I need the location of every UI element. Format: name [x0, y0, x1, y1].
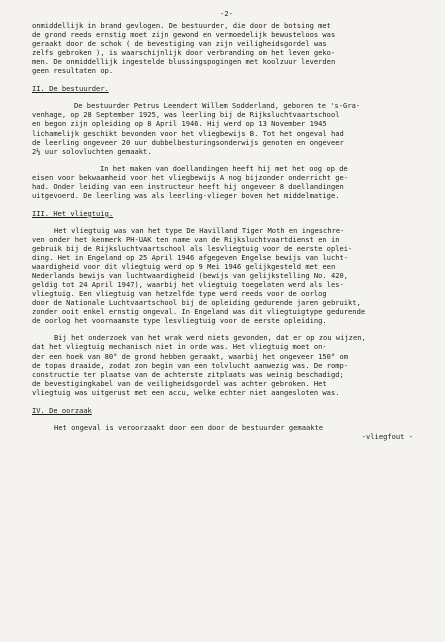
- text-line: zelfs gebroken ), is waarschijnlijk door verbranding om het leven geko-: [32, 48, 336, 58]
- section-heading-oorzaak: IV. De oorzaak: [32, 405, 92, 415]
- text-line: 2½ uur solovluchten gemaakt.: [32, 146, 152, 156]
- bestuurder-paragraph-2: [32, 164, 421, 200]
- text-line: Het ongeval is veroorzaakt door een door de bestuurder gemaakte: [54, 422, 324, 432]
- text-line: de leerling ongeveer 20 uur dubbelbesturingsonderwijs genoten en ongeveer: [32, 137, 344, 147]
- bestuurder-paragraph-1: [32, 101, 421, 155]
- text-line: Het vliegtuig was van het type De Havilland Tiger Moth en ingeschre-: [54, 225, 345, 235]
- text-line: had. Onder leiding van een instructeur heeft hij ongeveer 8 doellandingen: [32, 181, 344, 191]
- vliegtuig-paragraph-1: [32, 226, 421, 326]
- text-line: geraakt door de schok ( de bevestiging van zijn veiligheidsgordel was: [32, 39, 327, 49]
- page-number: -2-: [220, 9, 233, 18]
- text-line: de topas draaide, zodat zon begin van een tolvlucht aanwezig was. De romp-: [32, 360, 349, 370]
- vliegtuig-paragraph-2: [32, 333, 421, 396]
- text-line: onmiddellijk in brand gevlogen. De bestuurder, die door de botsing met: [32, 21, 331, 31]
- text-line: venhage, op 28 September 1925, was leerling bij de Rijksluchtvaartschool: [32, 110, 340, 120]
- text-line: uitgevoerd. De leerling was als leerling-vlieger boven het middelmatige.: [32, 190, 340, 200]
- section-heading-vliegtuig: III. Het vliegtuig.: [32, 208, 114, 218]
- intro-paragraph: [32, 21, 421, 75]
- text-line: Bij het onderzoek van het wrak werd niets gevonden, dat er op zou wijzen,: [54, 333, 366, 343]
- oorzaak-paragraph: [32, 423, 421, 441]
- text-line: eisen voor bekwaamheid voor het vliegbewijs A nog bijzonder onderricht ge-: [32, 172, 349, 182]
- text-line: der een hoek van 80° de grond hebben geraakt, waarbij het ongeveer 150° om: [32, 351, 349, 361]
- text-line: geldig tot 24 April 1947), waarbij het vliegtuig toegelaten werd als les-: [32, 280, 344, 290]
- text-line: gebruik bij de Rijksluchtvaartschool als lesvliegtuig voor de eerste oplei-: [32, 243, 353, 253]
- section-heading-bestuurder: II. De bestuurder.: [32, 84, 109, 94]
- text-line: ven onder het kenmerk PH-UAK ten name van de Rijksluchtvaartdienst en in: [32, 234, 340, 244]
- text-line: vliegtuig. Een vliegtuig van hetzelfde type werd reeds voor de oorlog: [32, 289, 327, 299]
- continuation-catchword: -vliegfout -: [361, 431, 413, 441]
- text-line: geen resultaten op.: [32, 66, 114, 76]
- text-line: constructie ter plaatse van de achterste zitplaats was weinig beschadigd;: [32, 369, 344, 379]
- text-line: men. De onmiddellijk ingestelde blussingspogingen met koolzuur leverden: [32, 57, 336, 67]
- text-line: ding. Het in Engeland op 25 April 1946 afgegeven Engelse bewijs van lucht-: [32, 253, 349, 263]
- text-line: Nederlands bewijs van luchtwaardigheid (bewijs van gelijkstelling No. 420,: [32, 271, 349, 281]
- text-line: en begon zijn opleiding op 8 April 1946. Hij werd op 13 November 1945: [32, 119, 327, 129]
- text-line: de grond reeds ernstig moet zijn gewond en vermoedelijk bewusteloos was: [32, 30, 336, 40]
- text-line: door de Nationale Luchtvaartschool bij de opleiding gedurende jaren gebruikt,: [32, 298, 361, 308]
- text-line: De bestuurder Petrus Leendert Willem Sodderland, geboren te 's-Gra-: [74, 101, 361, 111]
- text-line: waardigheid voor dit vliegtuig werd op 9 Mei 1946 gelijkgesteld met een: [32, 262, 336, 272]
- text-line: vliegtuig was uitgerust met een accu, welke echter niet aangesloten was.: [32, 387, 340, 397]
- text-line: In het maken van doellandingen heeft hij met het oog op de: [100, 163, 348, 173]
- text-line: zonder ooit enkel ernstig ongeval. In Engeland was dit vliegtuigtype gedurende: [32, 307, 366, 317]
- text-line: de bevestigingkabel van de veiligheidsgordel was achter gebroken. Het: [32, 378, 327, 388]
- text-line: de oorlog het voornaamste type lesvliegtuig voor de eerste opleiding.: [32, 316, 327, 326]
- text-line: lichamelijk geschikt bevonden voor het vliegbewijs B. Tot het ongeval had: [32, 128, 344, 138]
- text-line: dat het vliegtuig mechanisch niet in orde was. Het vliegtuig moet on-: [32, 342, 327, 352]
